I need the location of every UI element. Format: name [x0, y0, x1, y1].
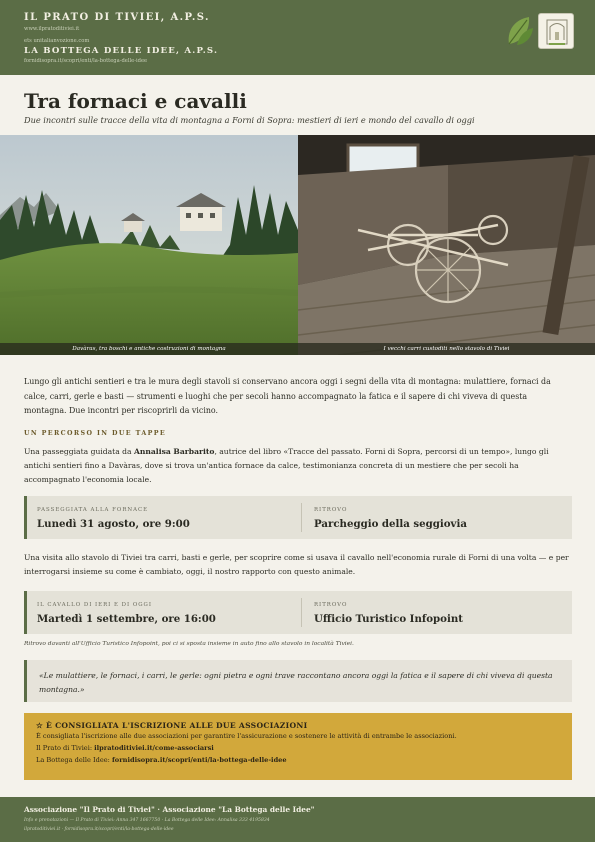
association-note-bottega: ets unitalianvozione.com — [24, 38, 90, 44]
header-bar — [0, 0, 595, 75]
bottega-logo-icon — [538, 13, 574, 49]
page-subtitle: Due incontri sulle tracce della vita di montagna a Forni di Sopra: mestieri di ieri e mondo del cavallo di oggi — [24, 115, 475, 125]
meeting-label: RITROVO — [314, 507, 348, 513]
event-divider — [301, 598, 302, 627]
guide-name: Annalisa Barbarito — [133, 447, 215, 456]
event-date: Lunedì 31 agosto, ore 9:00 — [37, 518, 190, 530]
event-divider — [301, 503, 302, 532]
walk-description-post: , autrice del libro «Tracce del passato. Forni di Sopra, percorsi di un tempo», lungo gli antichi sentieri fino a Davàras, dove si trova un'antica fornace da calce, testimonianza concreta di un mestiere che per secoli ha accompagnato l'economia locale. — [24, 447, 549, 484]
photo-davaras — [0, 135, 298, 355]
event-date: Martedì 1 settembre, ore 16:00 — [37, 613, 216, 625]
meeting-label: RITROVO — [314, 602, 348, 608]
membership-heading: ☆ È CONSIGLIATA L'ISCRIZIONE ALLE DUE ASSOCIAZIONI — [36, 721, 308, 730]
membership-bottega-label: La Bottega delle Idee: — [36, 756, 112, 764]
visit-description: Una visita allo stavolo di Tiviei tra carri, basti e gerle, per scoprire come si usava il cavallo nell'economia rurale di Forni di una volta — e per interrogarsi insieme su come è cambiato, oggi, il nostro rapporto con questo animale. — [24, 553, 569, 576]
event-card-cavallo — [24, 591, 572, 634]
event-card-fornace — [24, 496, 572, 539]
meeting-place: Ufficio Turistico Infopoint — [314, 613, 463, 625]
association-name-prato: IL PRATO DI TIVIEI, A.P.S. — [24, 12, 210, 23]
footer-bar — [0, 797, 595, 842]
membership-bottega — [36, 754, 572, 766]
association-website-prato: www.ilpratoditiviei.it — [24, 26, 80, 32]
page-title: Tra fornaci e cavalli — [24, 89, 247, 113]
membership-prato — [36, 742, 572, 754]
photo-caption-davaras: Davàras, tra boschi e antiche costruzioni di montagna — [0, 343, 298, 355]
section-heading: UN PERCORSO IN DUE TAPPE — [24, 430, 167, 437]
association-website-bottega: fornidisopra.it/scopri/enti/la-bottega-delle-idee — [24, 58, 148, 64]
footer-associations: Associazione "Il Prato di Tiviei" · Associazione "La Bottega delle Idee" — [24, 805, 315, 814]
content-sheet — [0, 75, 595, 797]
event-date-cell — [37, 496, 299, 539]
photo-caption-stavolo: I vecchi carri custoditi nello stavolo di Tiviei — [298, 343, 595, 355]
intro-paragraph: Lungo gli antichi sentieri e tra le mura degli stavoli si conservano ancora oggi i segni della vita di montagna: mulattiere, fornaci da calce, carri, gerle e basti — strumenti e luoghi che per secoli hanno accompagnato la fatica e il sapere di chi viveva di questa montagna. Due incontri per riscoprirli da vicino. — [24, 377, 551, 415]
membership-prato-link[interactable]: ilpratoditiviei.it/come-associarsi — [94, 744, 214, 752]
association-name-bottega: LA BOTTEGA DELLE IDEE, A.P.S. — [24, 46, 219, 56]
event-title-label: PASSEGGIATA ALLA FORNACE — [37, 507, 149, 513]
membership-bottega-link[interactable]: fornidisopra.it/scopri/enti/la-bottega-delle-idee — [111, 756, 287, 764]
membership-text: È consigliata l'iscrizione alle due associazioni per garantire l'assicurazione e sostenere le attività di entrambe le associazioni. — [36, 732, 457, 740]
walk-description — [24, 445, 572, 487]
quote-box: «Le mulattiere, le fornaci, i carri, le gerle: ogni pietra e ogni trave raccontano ancora oggi la fatica e il sapere di chi viveva di questa montagna.» — [24, 660, 572, 702]
event-meeting-cell — [314, 591, 564, 634]
event-meeting-cell — [314, 496, 564, 539]
event-title-label: IL CAVALLO DI IERI E DI OGGI — [37, 602, 152, 608]
event-date-cell — [37, 591, 299, 634]
membership-prato-label: Il Prato di Tiviei: — [36, 744, 95, 752]
membership-box — [24, 713, 572, 780]
footer-contacts: Info e prenotazioni — Il Prato di Tiviei: Anna 347 1667750 · La Bottega delle Idee: Annalisa 333 4195834 — [24, 818, 270, 823]
footer-websites: ilpratoditiviei.it · fornidisopra.it/scopri/enti/la-bottega-delle-idee — [24, 827, 174, 832]
meeting-place: Parcheggio della seggiovia — [314, 518, 467, 530]
meeting-note: Ritrovo davanti all'Ufficio Turistico Infopoint, poi ci si sposta insieme in auto fino allo stavolo in località Tiviei. — [24, 641, 354, 647]
leaf-logo-icon — [503, 14, 535, 48]
photo-stavolo — [298, 135, 595, 355]
walk-description-pre: Una passeggiata guidata da — [24, 447, 134, 456]
